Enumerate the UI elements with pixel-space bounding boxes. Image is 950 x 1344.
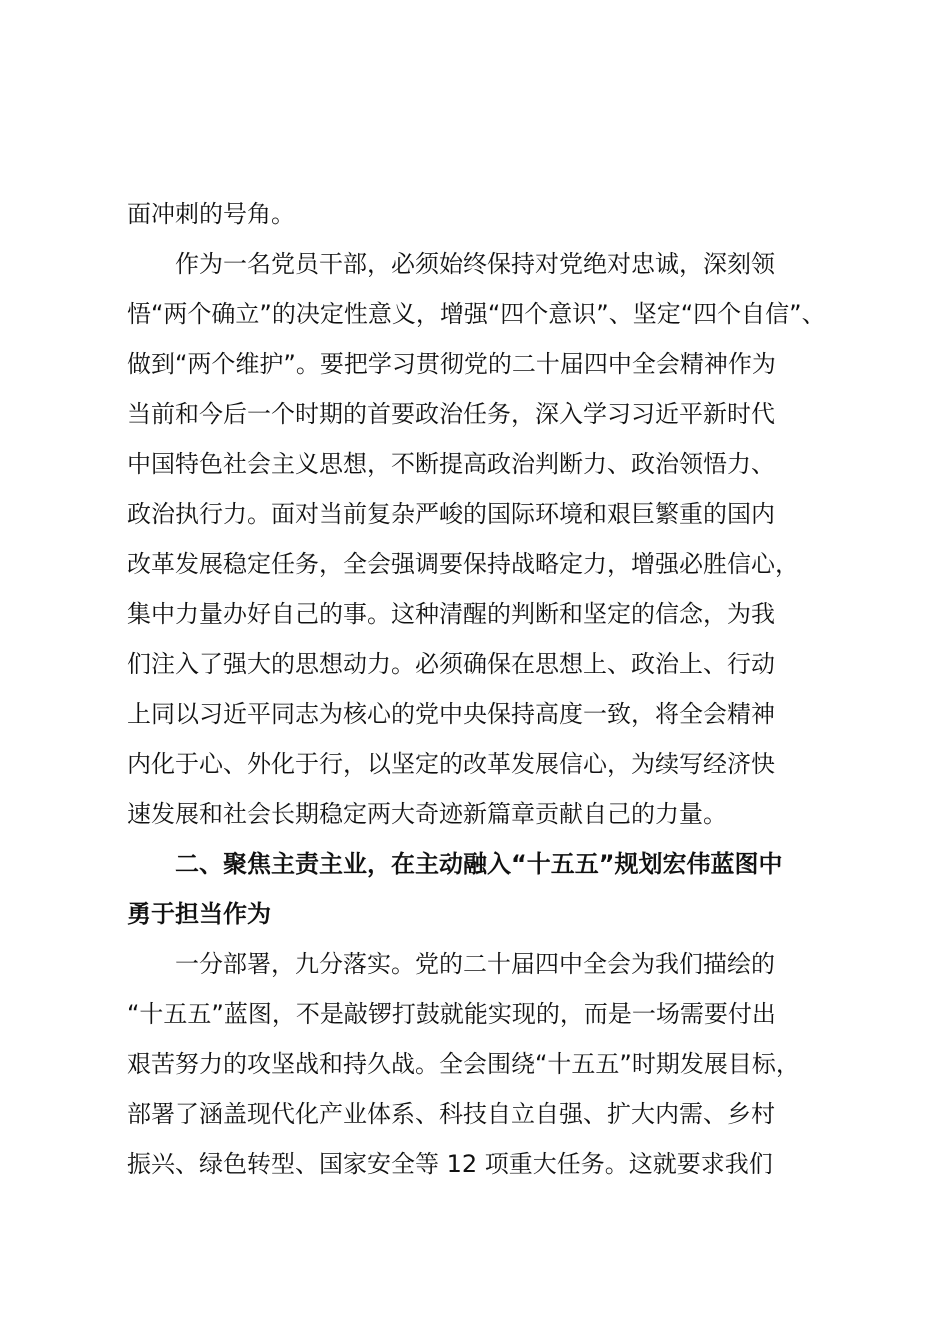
- document-body: [127, 189, 827, 1189]
- text-line: 速发展和社会长期稳定两大奇迹新篇章贡献自己的力量。: [127, 800, 727, 828]
- text-line: “十五五”蓝图，不是敲锣打鼓就能实现的，而是一场需要付出: [127, 1000, 776, 1028]
- text-line: 集中力量办好自己的事。这种清醒的判断和坚定的信念，为我: [127, 600, 775, 628]
- text-line: 当前和今后一个时期的首要政治任务，深入学习习近平新时代: [127, 400, 775, 428]
- text-line: 做到“两个维护”。要把学习贯彻党的二十届四中全会精神作为: [127, 350, 776, 378]
- paragraph-start-line: 作为一名党员干部，必须始终保持对党绝对忠诚，深刻领: [127, 250, 775, 278]
- section-heading-line: 二、聚焦主责主业，在主动融入“十五五”规划宏伟蓝图中: [127, 850, 783, 878]
- text-line: 悟“两个确立”的决定性意义，增强“四个意识”、坚定“四个自信”、: [127, 300, 826, 328]
- text-line: 中国特色社会主义思想，不断提高政治判断力、政治领悟力、: [127, 450, 775, 478]
- text-line: 面冲刺的号角。: [127, 200, 295, 228]
- text-line: 内化于心、外化于行，以坚定的改革发展信心，为续写经济快: [127, 750, 775, 778]
- text-line: 部署了涵盖现代化产业体系、科技自立自强、扩大内需、乡村: [127, 1100, 775, 1128]
- paragraph-start-line: 一分部署，九分落实。党的二十届四中全会为我们描绘的: [127, 950, 775, 978]
- text-line: 振兴、绿色转型、国家安全等 12 项重大任务。这就要求我们: [127, 1150, 773, 1178]
- text-line: 上同以习近平同志为核心的党中央保持高度一致，将全会精神: [127, 700, 775, 728]
- text-line: 改革发展稳定任务，全会强调要保持战略定力，增强必胜信心，: [127, 550, 799, 578]
- text-line: 们注入了强大的思想动力。必须确保在思想上、政治上、行动: [127, 650, 775, 678]
- section-heading-line: 勇于担当作为: [127, 900, 271, 928]
- text-line: 政治执行力。面对当前复杂严峻的国际环境和艰巨繁重的国内: [127, 500, 775, 528]
- text-line: 艰苦努力的攻坚战和持久战。全会围绕“十五五”时期发展目标，: [127, 1050, 800, 1078]
